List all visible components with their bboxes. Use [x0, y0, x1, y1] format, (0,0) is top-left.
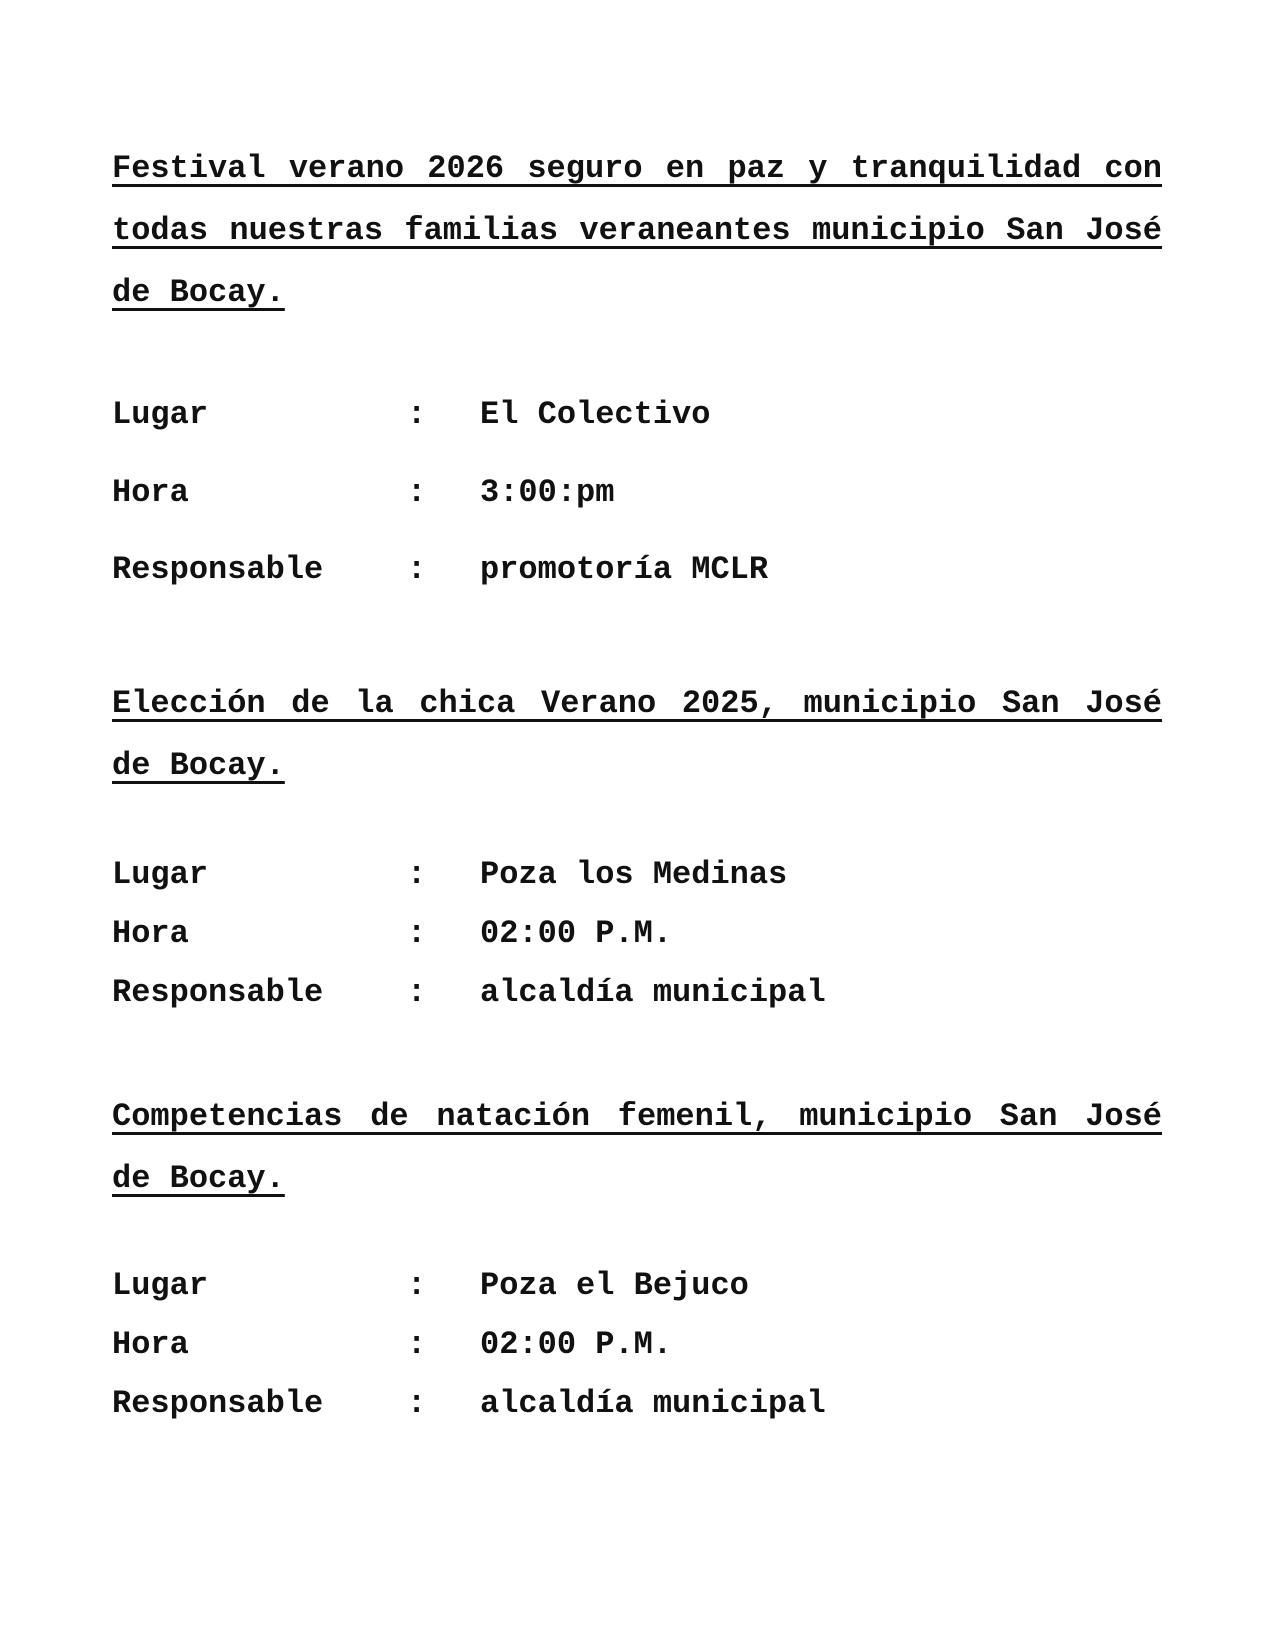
detail-value: promotoría MCLR: [480, 551, 769, 588]
detail-row-lugar: [112, 396, 711, 436]
detail-label: Responsable: [112, 551, 324, 588]
detail-separator: :: [407, 915, 427, 952]
detail-value: Poza los Medinas: [480, 856, 788, 893]
detail-row-hora: [112, 1326, 673, 1366]
section-1-title: Festival verano 2026 seguro en paz y tranquilidad con todas nuestras familias veraneantes municipio San José de Bocay.: [112, 150, 1162, 311]
section-2-title: Elección de la chica Verano 2025, municipio San José de Bocay.: [112, 685, 1162, 784]
detail-label: Hora: [112, 915, 189, 952]
detail-label: Responsable: [112, 1385, 324, 1422]
section-3-title: Competencias de natación femenil, municipio San José de Bocay.: [112, 1098, 1162, 1197]
detail-value: 02:00 P.M.: [480, 915, 673, 952]
detail-value: El Colectivo: [480, 396, 711, 433]
section-3-details: [112, 1267, 826, 1425]
section-1-details: [112, 396, 769, 591]
detail-value: 3:00:pm: [480, 474, 615, 511]
detail-separator: :: [407, 1385, 427, 1422]
detail-row-lugar: [112, 856, 788, 896]
detail-row-responsable: [112, 551, 769, 591]
detail-value: 02:00 P.M.: [480, 1326, 673, 1363]
detail-value: alcaldía municipal: [480, 974, 826, 1011]
detail-row-hora: [112, 915, 673, 955]
detail-label: Responsable: [112, 974, 324, 1011]
detail-separator: :: [407, 974, 427, 1011]
detail-row-responsable: [112, 974, 826, 1014]
detail-separator: :: [407, 1326, 427, 1363]
detail-row-lugar: [112, 1267, 749, 1307]
detail-separator: :: [407, 856, 427, 893]
detail-label: Hora: [112, 1326, 189, 1363]
detail-separator: :: [407, 551, 427, 588]
detail-value: Poza el Bejuco: [480, 1267, 749, 1304]
detail-row-responsable: [112, 1385, 826, 1425]
detail-value: alcaldía municipal: [480, 1385, 826, 1422]
detail-label: Lugar: [112, 1267, 209, 1304]
detail-label: Hora: [112, 474, 189, 511]
detail-separator: :: [407, 474, 427, 511]
section-2-details: [112, 856, 826, 1014]
detail-row-hora: [112, 474, 615, 514]
detail-label: Lugar: [112, 396, 209, 433]
detail-separator: :: [407, 396, 427, 433]
detail-separator: :: [407, 1267, 427, 1304]
detail-label: Lugar: [112, 856, 209, 893]
